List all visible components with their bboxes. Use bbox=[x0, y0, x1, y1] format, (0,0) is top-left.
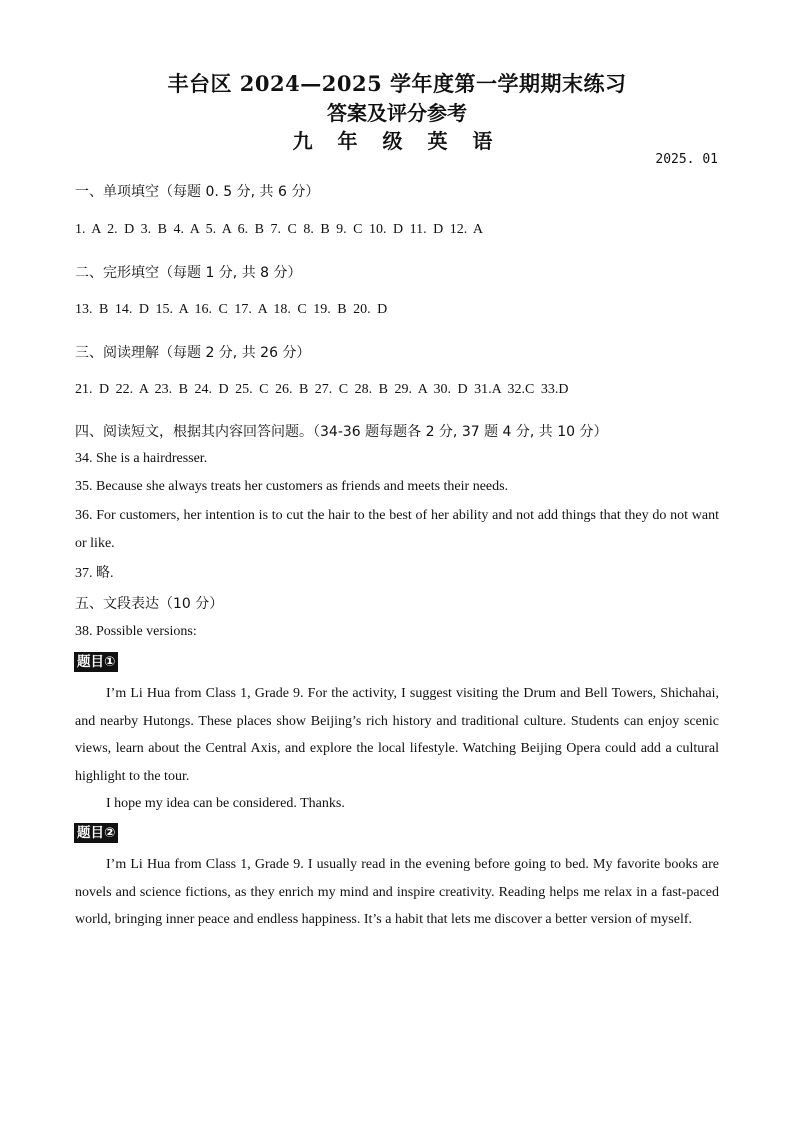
answer-36: 36. For customers, her intention is to cut the hair to the best of her ability and not add things that they do not want or like. bbox=[75, 508, 719, 551]
document-date: 2025. 01 bbox=[655, 152, 718, 167]
document-subtitle: 答案及评分参考 bbox=[327, 101, 467, 125]
topic-2-label: 题目② bbox=[74, 823, 118, 843]
section-1-heading: 一、单项填空（每题 0. 5 分, 共 6 分） bbox=[75, 184, 320, 200]
section-2-answers: 13. B 14. D 15. A 16. C 17. A 18. C 19. B 20. D bbox=[75, 302, 388, 317]
section-3-heading: 三、阅读理解（每题 2 分, 共 26 分） bbox=[75, 345, 311, 361]
document-title: 丰台区 2024—2025 学年度第一学期期末练习 bbox=[167, 71, 627, 96]
topic-1-closing: I hope my idea can be considered. Thanks. bbox=[106, 796, 345, 811]
answer-37: 37. 略. bbox=[75, 566, 114, 581]
topic-2-essay: I’m Li Hua from Class 1, Grade 9. I usually read in the evening before going to bed. My favorite books are novels and science fictions, as they enrich my mind and inspire creativity. Reading helps me relax in a fast-paced world, bringing inner peace and endless happiness. It’s a habit that lets me discover a better version of myself. bbox=[75, 857, 719, 928]
answer-35: 35. Because she always treats her customers as friends and meets their needs. bbox=[75, 479, 509, 494]
answer-34: 34. She is a hairdresser. bbox=[75, 451, 208, 466]
subject-title: 九 年 级 英 语 bbox=[292, 129, 502, 153]
possible-versions-label: 38. Possible versions: bbox=[75, 624, 197, 639]
section-3-answers: 21. D 22. A 23. B 24. D 25. C 26. B 27. C 28. B 29. A 30. D 31.A 32.C 33.D bbox=[75, 382, 569, 397]
section-5-heading: 五、文段表达（10 分） bbox=[75, 596, 224, 612]
section-1-answers: 1. A 2. D 3. B 4. A 5. A 6. B 7. C 8. B 9. C 10. D 11. D 12. A bbox=[75, 222, 484, 237]
topic-1-essay: I’m Li Hua from Class 1, Grade 9. For the activity, I suggest visiting the Drum and Bell Towers, Shichahai, and nearby Hutongs. These places show Beijing’s rich history and traditional culture. Students can enjoy scenic views, learn about the Central Axis, and explore the local lifestyle. Watching Beijing Opera could add a cultural highlight to the tour. bbox=[75, 686, 719, 784]
section-4-heading: 四、阅读短文，根据其内容回答问题。（34-36 题每题各 2 分, 37 题 4 分, 共 10 分） bbox=[75, 424, 608, 440]
section-2-heading: 二、完形填空（每题 1 分, 共 8 分） bbox=[75, 265, 302, 281]
topic-1-label: 题目① bbox=[74, 652, 118, 672]
